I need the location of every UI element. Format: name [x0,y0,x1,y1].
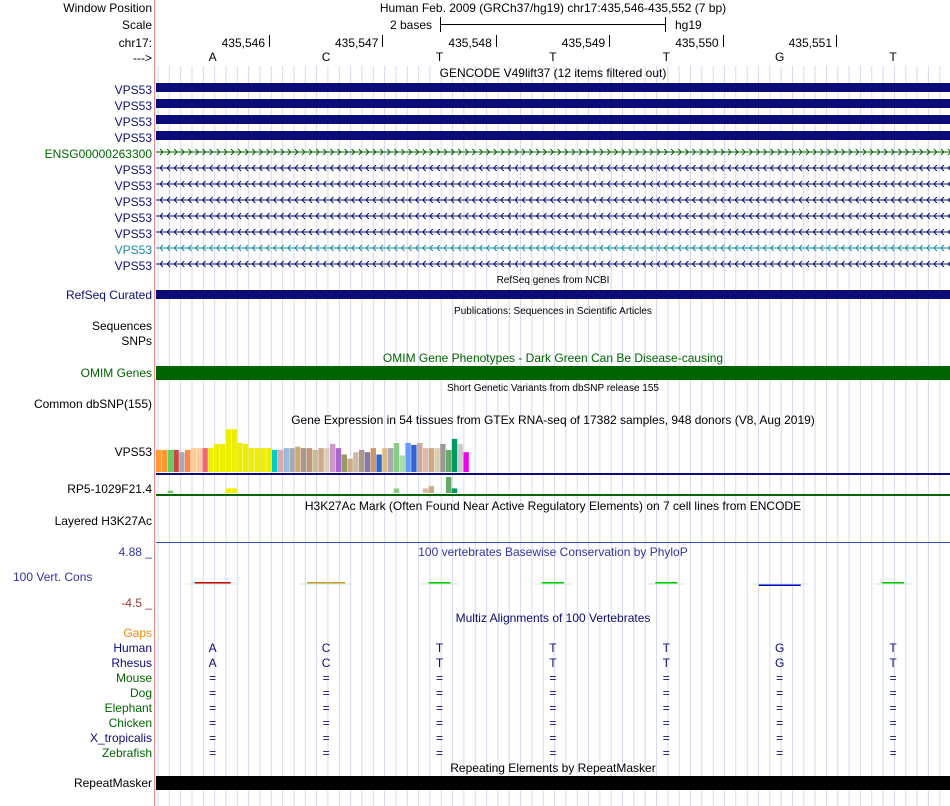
gencode-item-label[interactable]: VPS53 [114,243,152,257]
gtex-bar-vps53[interactable] [197,448,202,472]
gencode-item-label[interactable]: VPS53 [114,115,152,129]
base-letter: T [889,50,897,64]
publications-label-snps[interactable]: SNPs [121,334,152,348]
phylop-min-label: -4.5 _ [121,596,152,610]
gtex-bar-vps53[interactable] [353,452,358,472]
multiz-base: = [435,746,443,760]
gencode-item-label[interactable]: VPS53 [114,211,152,225]
multiz-base: T [662,641,670,655]
gtex-bar-vps53[interactable] [336,448,341,472]
gtex-bar-vps53[interactable] [237,443,242,472]
gencode-item-label[interactable]: VPS53 [114,99,152,113]
omim-track-title: OMIM Gene Phenotypes - Dark Green Can Be Disease-causing [382,351,724,365]
multiz-base: T [662,656,670,670]
multiz-species-label[interactable]: Zebrafish [101,746,152,760]
coordinate-label: 435,551 [788,36,832,50]
multiz-base: = [776,701,784,715]
gencode-item-label[interactable]: VPS53 [114,131,152,145]
gtex-bar-vps53[interactable] [463,452,468,472]
multiz-base: = [889,716,897,730]
multiz-base: T [435,656,444,670]
window-position-value: Human Feb. 2009 (GRCh37/hg19) chr17:435,546-435,552 (7 bp) [379,1,727,15]
multiz-base: = [776,746,784,760]
coordinate-tick [723,35,724,47]
multiz-species-label[interactable]: Human [113,641,152,655]
scale-bar [440,24,666,25]
gtex-bar-vps53[interactable] [202,448,207,472]
gtex-bar-rp5[interactable] [394,488,399,493]
multiz-base: = [549,746,557,760]
repeatmasker-label[interactable]: RepeatMasker [73,776,152,790]
multiz-base: C [321,641,331,655]
gtex-bar-vps53[interactable] [371,448,376,472]
base-letter: C [321,50,331,64]
multiz-base: = [662,746,670,760]
gtex-bar-vps53[interactable] [162,450,167,472]
gtex-bar-vps53[interactable] [185,450,190,472]
multiz-species-label[interactable]: Mouse [115,671,152,685]
multiz-base: = [322,731,330,745]
gtex-bar-vps53[interactable] [243,444,248,472]
scale-bar-right-tick [665,17,666,32]
refseq-label[interactable]: RefSeq Curated [65,288,152,302]
gtex-bar-vps53[interactable] [365,452,370,472]
gencode-track-title: GENCODE V49lift37 (12 items filtered out) [439,66,667,80]
gencode-item-label[interactable]: ENSG00000263300 [44,147,152,161]
scale-label: Scale [121,18,152,32]
multiz-base: = [776,671,784,685]
multiz-species-label[interactable]: Gaps [123,626,152,640]
multiz-species-label[interactable]: X_tropicalis [89,731,152,745]
gtex-bar-vps53[interactable] [405,443,410,472]
multiz-base: = [549,716,557,730]
base-letter: T [435,50,444,64]
base-letter: G [775,50,785,64]
gencode-item-label[interactable]: VPS53 [114,179,152,193]
gtex-bar-vps53[interactable] [173,450,178,472]
gtex-bar-vps53[interactable] [295,447,300,472]
repeatmasker-feature[interactable] [156,776,950,790]
gtex-bar-vps53[interactable] [284,448,289,472]
gtex-bar-vps53[interactable] [318,448,323,472]
multiz-base: = [662,701,670,715]
coordinate-tick [836,35,837,47]
gtex-bar-vps53[interactable] [260,448,265,472]
multiz-base: T [549,656,557,670]
gtex-bar-rp5[interactable] [168,491,173,493]
multiz-base: = [549,701,557,715]
gencode-item-feature[interactable] [156,83,950,92]
multiz-base: T [435,641,444,655]
gtex-bar-vps53[interactable] [220,444,225,472]
coordinate-tick [382,35,383,47]
multiz-base: = [209,746,217,760]
multiz-base: = [322,716,330,730]
multiz-base: = [322,746,330,760]
gtex-bar-rp5[interactable] [429,486,434,493]
gtex-bar-vps53[interactable] [429,448,434,472]
gtex-separator-2 [156,494,950,496]
gtex-bar-vps53[interactable] [400,455,405,472]
gtex-bar-vps53[interactable] [278,450,283,472]
gtex-bar-vps53[interactable] [440,444,445,472]
gtex-bar-vps53[interactable] [330,444,335,472]
base-letter: T [662,50,670,64]
multiz-base: = [322,701,330,715]
gtex-bar-rp5[interactable] [446,477,451,493]
multiz-base: = [889,701,897,715]
multiz-base: = [549,731,557,745]
multiz-species-label[interactable]: Rhesus [111,656,152,670]
gtex-bar-vps53[interactable] [208,448,213,472]
gencode-item-feature[interactable] [156,115,950,124]
gtex-bar-vps53[interactable] [452,439,457,472]
multiz-base: = [209,701,217,715]
gtex-bar-vps53[interactable] [179,452,184,472]
gencode-item-label[interactable]: VPS53 [114,259,152,273]
multiz-base: = [776,731,784,745]
multiz-base: = [435,671,443,685]
gencode-item-feature[interactable] [156,178,950,190]
dbsnp-label[interactable]: Common dbSNP(155) [33,397,152,411]
gencode-item-label[interactable]: VPS53 [114,163,152,177]
scale-assembly: hg19 [675,18,702,32]
gtex-bar-vps53[interactable] [231,429,236,472]
multiz-base: = [322,671,330,685]
gtex-bar-vps53[interactable] [417,443,422,472]
multiz-base: = [209,671,217,685]
gtex-track-title: Gene Expression in 54 tissues from GTEx RNA-seq of 17382 samples, 948 donors (V8, Aug 2019) [291,413,815,427]
gtex-bar-vps53[interactable] [255,448,260,472]
gtex-bar-vps53[interactable] [156,450,161,472]
phylop-label[interactable]: 100 Vert. Cons [13,570,93,584]
gtex-bar-vps53[interactable] [434,448,439,472]
coordinate-label: 435,550 [675,36,719,50]
window-position-label: Window Position [63,1,152,15]
gtex-bar-vps53[interactable] [342,455,347,473]
coordinate-label: 435,548 [448,36,492,50]
strand-label: ---> [133,51,152,65]
multiz-base: = [889,671,897,685]
gtex-bar-vps53[interactable] [272,450,277,472]
scale-bar-left-tick [440,17,441,32]
h3k27ac-baseline [156,542,950,543]
multiz-species-label[interactable]: Elephant [104,701,152,715]
multiz-base: = [662,731,670,745]
gtex-bar-vps53[interactable] [249,448,254,472]
gtex-bar-vps53[interactable] [388,448,393,472]
refseq-track-title: RefSeq genes from NCBI [496,275,610,286]
coordinate-label: 435,546 [221,36,265,50]
gtex-bar-vps53[interactable] [301,448,306,472]
multiz-base: = [209,716,217,730]
multiz-base: = [776,686,784,700]
coordinate-label: 435,549 [561,36,606,50]
base-letter: A [208,50,217,64]
gtex-bar-rp5[interactable] [231,488,236,493]
coordinate-tick [609,35,610,47]
gtex-bar-vps53[interactable] [289,448,294,472]
multiz-base: = [662,671,670,685]
multiz-base: = [889,731,897,745]
multiz-base: A [208,656,217,670]
gtex-bar-vps53[interactable] [376,455,381,473]
multiz-base: = [322,686,330,700]
phylop-max-label: 4.88 _ [118,545,152,559]
h3k27ac-label[interactable]: Layered H3K27Ac [54,514,152,528]
gtex-separator-1 [156,473,950,475]
coordinate-tick [496,35,497,47]
gtex-bar-vps53[interactable] [168,450,173,472]
multiz-base: = [435,716,443,730]
gencode-item-feature[interactable] [156,194,950,206]
multiz-base: T [889,656,897,670]
gencode-item-label[interactable]: VPS53 [114,83,152,97]
coordinate-tick [269,35,270,47]
gtex-bar-rp5[interactable] [423,488,428,493]
multiz-base: G [775,641,785,655]
gtex-bar-vps53[interactable] [347,459,352,472]
gencode-item-feature[interactable] [156,146,950,158]
gtex-bar-vps53[interactable] [411,445,416,472]
multiz-base: = [776,716,784,730]
gtex-bar-vps53[interactable] [313,450,318,472]
multiz-base: = [435,686,443,700]
gencode-item-label[interactable]: VPS53 [114,227,152,241]
gencode-item-label[interactable]: VPS53 [114,195,152,209]
multiz-base: = [889,746,897,760]
gtex-bar-vps53[interactable] [394,443,399,472]
gencode-item-feature[interactable] [156,99,950,108]
base-letter: T [549,50,557,64]
refseq-feature[interactable] [156,290,950,299]
gencode-item-feature[interactable] [156,226,950,238]
gtex-bar-vps53[interactable] [307,448,312,472]
dbsnp-track-title: Short Genetic Variants from dbSNP release 155 [447,383,659,394]
multiz-base: = [549,671,557,685]
gencode-item-feature[interactable] [156,162,950,174]
multiz-species-label[interactable]: Chicken [108,716,152,730]
multiz-base: = [435,701,443,715]
multiz-base: = [889,686,897,700]
gtex-vps53-chart[interactable] [156,426,950,476]
gencode-item-feature[interactable] [156,258,950,270]
chrom-label: chr17: [118,36,152,50]
publications-track-title: Publications: Sequences in Scientific Articles [454,306,652,317]
gtex-bar-vps53[interactable] [458,444,463,472]
gencode-item-feature[interactable] [156,242,950,254]
phylop-track-title: 100 vertebrates Basewise Conservation by PhyloP [418,545,688,559]
multiz-base: C [321,656,331,670]
omim-feature[interactable] [156,366,950,380]
multiz-base: G [775,656,785,670]
multiz-base: A [208,641,217,655]
gtex-bar-vps53[interactable] [324,448,329,472]
gtex-bar-vps53[interactable] [214,444,219,472]
omim-label[interactable]: OMIM Genes [80,366,152,380]
multiz-track-title: Multiz Alignments of 100 Vertebrates [455,611,651,625]
gtex-label-rp5[interactable]: RP5-1029F21.4 [67,482,152,496]
publications-label-sequences[interactable]: Sequences [91,319,152,333]
gtex-bar-vps53[interactable] [423,448,428,472]
gtex-bar-vps53[interactable] [266,448,271,472]
gtex-label-vps53[interactable]: VPS53 [114,445,152,459]
scale-value: 2 bases [390,18,433,32]
gtex-bar-rp5[interactable] [452,488,457,493]
gencode-item-feature[interactable] [156,131,950,140]
phylop-chart[interactable] [156,560,950,608]
multiz-base: = [662,716,670,730]
gtex-bar-vps53[interactable] [359,450,364,472]
multiz-base: T [549,641,557,655]
h3k27ac-track-title: H3K27Ac Mark (Often Found Near Active Regulatory Elements) on 7 cell lines from ENCODE [304,499,802,513]
multiz-base: T [889,641,897,655]
multiz-species-label[interactable]: Dog [129,686,152,700]
multiz-base: = [209,686,217,700]
coordinate-label: 435,547 [335,36,379,50]
multiz-base: = [549,686,557,700]
multiz-base: = [435,731,443,745]
repeatmasker-track-title: Repeating Elements by RepeatMasker [450,761,656,775]
gtex-bar-vps53[interactable] [382,448,387,472]
gtex-bar-vps53[interactable] [446,450,451,472]
multiz-base: = [209,731,217,745]
gtex-bar-vps53[interactable] [191,448,196,472]
gencode-item-feature[interactable] [156,210,950,222]
multiz-base: = [662,686,670,700]
gtex-bar-rp5[interactable] [226,488,231,493]
gtex-bar-vps53[interactable] [226,429,231,472]
